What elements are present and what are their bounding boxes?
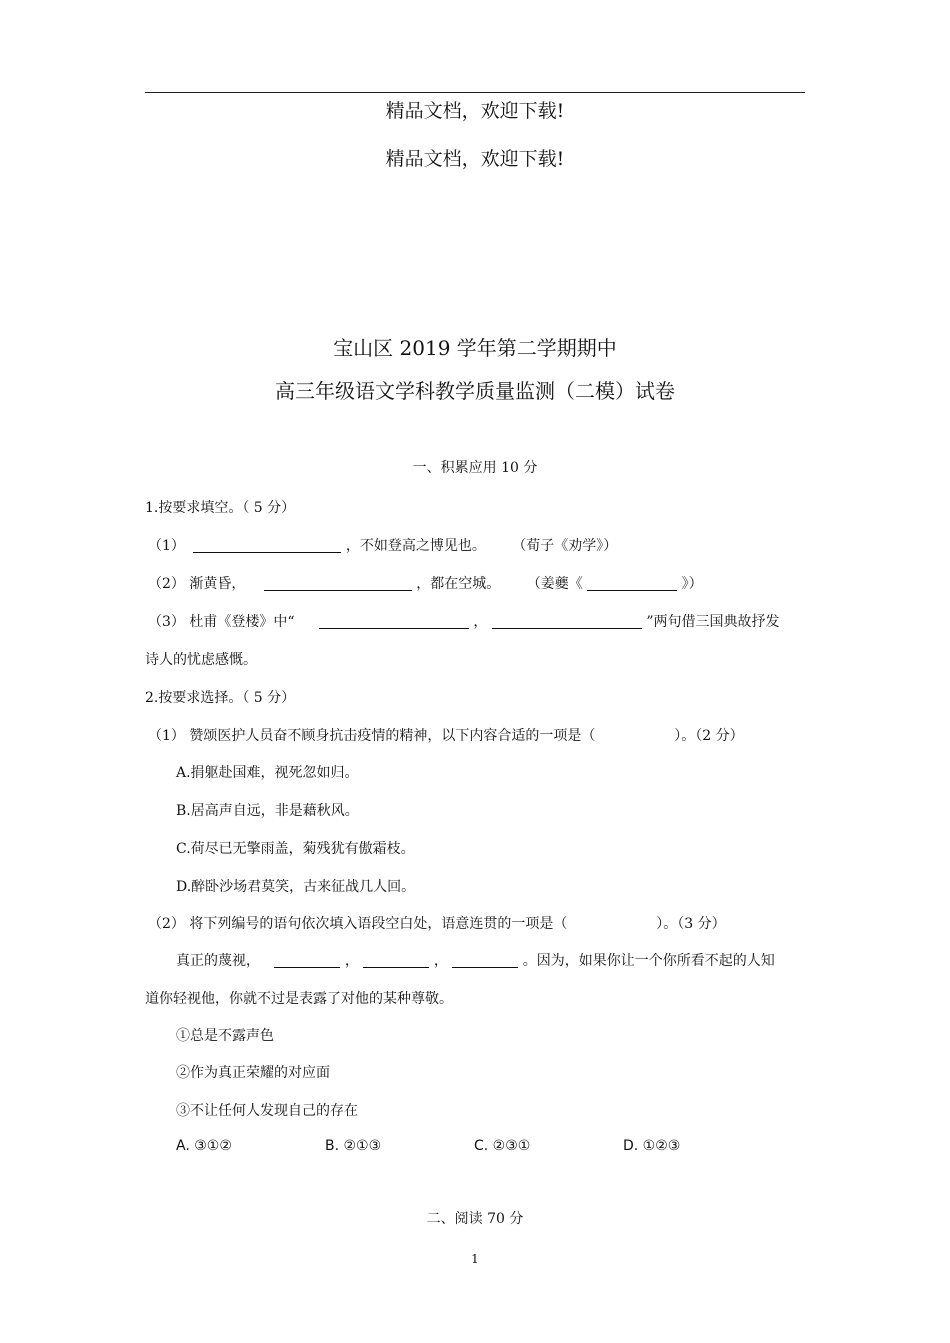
section-1-heading: 一、积累应用 10 分 bbox=[412, 460, 538, 476]
q2-passage-line-1 bbox=[176, 950, 775, 970]
q1-item-2-lead: （2） 渐黄昏， bbox=[148, 576, 246, 592]
q1-item-1-text: ，不如登高之博见也。 bbox=[345, 538, 486, 554]
q2-choice-c: C. ②③① bbox=[474, 1138, 531, 1154]
q2-passage-comma-2: ， bbox=[433, 953, 448, 969]
q2-prompt: 2.按要求选择。（ 5 分） bbox=[145, 690, 296, 706]
download-banner-2: 精品文档，欢迎下载! bbox=[385, 148, 565, 170]
q2-passage-blank-1[interactable] bbox=[274, 953, 340, 968]
q1-item-3-sep: ， bbox=[473, 614, 488, 630]
q2-sub1-score: ）。（2 分） bbox=[674, 728, 744, 744]
q2-passage-start: 真正的蔑视， bbox=[176, 953, 260, 969]
q1-item-3-blank-2[interactable] bbox=[492, 614, 642, 629]
download-banner-1: 精品文档，欢迎下载! bbox=[385, 100, 565, 122]
header-rule bbox=[145, 92, 805, 93]
q1-item-3-prefix: （3） 杜甫《登楼》中“ bbox=[148, 614, 295, 630]
q2-sub2-prompt bbox=[148, 913, 726, 933]
q1-prompt: 1.按要求填空。（ 5 分） bbox=[145, 500, 296, 516]
q2-passage-end: 。因为，如果你让一个你所看不起的人知 bbox=[522, 953, 775, 969]
q1-item-3-blank-1[interactable] bbox=[319, 614, 469, 629]
q1-item-2-blank[interactable] bbox=[264, 576, 412, 591]
q1-item-3 bbox=[148, 611, 780, 631]
q2-sub1-option-d: D.醉卧沙场君莫笑，古来征战几人回。 bbox=[176, 879, 416, 895]
q2-sub1-option-c: C.荷尽已无擎雨盖，菊残犹有傲霜枝。 bbox=[176, 841, 415, 857]
q2-sub1-option-b: B.居高声自远，非是藉秋风。 bbox=[176, 803, 359, 819]
q2-passage-comma-1: ， bbox=[344, 953, 359, 969]
exam-title-line-1: 宝山区 2019 学年第二学期期中 bbox=[333, 336, 617, 360]
q1-item-1-number: （1） bbox=[148, 538, 185, 554]
q2-sentence-1: ①总是不露声色 bbox=[176, 1028, 274, 1044]
q2-sub1-option-a: A.捐躯赴国难，视死忽如归。 bbox=[176, 765, 359, 781]
q1-item-1 bbox=[148, 535, 617, 555]
q2-sub2-text: （2） 将下列编号的语句依次填入语段空白处，语意连贯的一项是（ bbox=[148, 916, 568, 932]
page-number: 1 bbox=[471, 1252, 479, 1266]
q2-choice-d: D. ①②③ bbox=[623, 1138, 681, 1154]
q2-passage-blank-2[interactable] bbox=[363, 953, 429, 968]
q1-item-2-source-open: （姜夔《 bbox=[526, 576, 583, 592]
q1-item-2-source-close: 》） bbox=[681, 576, 703, 592]
q1-item-1-blank[interactable] bbox=[193, 538, 341, 553]
q2-passage-line-2: 道你轻视他，你就不过是表露了对他的某种尊敬。 bbox=[145, 991, 453, 1007]
q2-choice-a: A. ③①② bbox=[176, 1138, 232, 1154]
q1-item-2-text: ，都在空城。 bbox=[416, 576, 501, 592]
q2-passage-blank-3[interactable] bbox=[452, 953, 518, 968]
q2-choice-b: B. ②①③ bbox=[325, 1138, 382, 1154]
section-2-heading: 二、阅读 70 分 bbox=[426, 1211, 524, 1227]
q2-sentence-2: ②作为真正荣耀的对应面 bbox=[176, 1065, 330, 1081]
q1-item-2 bbox=[148, 573, 703, 593]
q1-item-3-suffix: ”两句借三国典故抒发 bbox=[646, 614, 780, 630]
q2-sub1-prompt bbox=[148, 725, 744, 745]
q2-sub1-text: （1） 赞颂医护人员奋不顾身抗击疫情的精神，以下内容合适的一项是（ bbox=[148, 728, 596, 744]
q2-sub2-score: ）。（3 分） bbox=[656, 916, 726, 932]
q1-item-2-source-blank[interactable] bbox=[587, 576, 677, 591]
q1-item-1-source: （荀子《劝学》） bbox=[512, 538, 618, 554]
exam-title-line-2: 高三年级语文学科教学质量监测（二模）试卷 bbox=[275, 379, 675, 403]
q2-sentence-3: ③不让任何人发现自己的存在 bbox=[176, 1103, 358, 1119]
q1-item-3-continuation: 诗人的忧虑感慨。 bbox=[145, 652, 257, 668]
